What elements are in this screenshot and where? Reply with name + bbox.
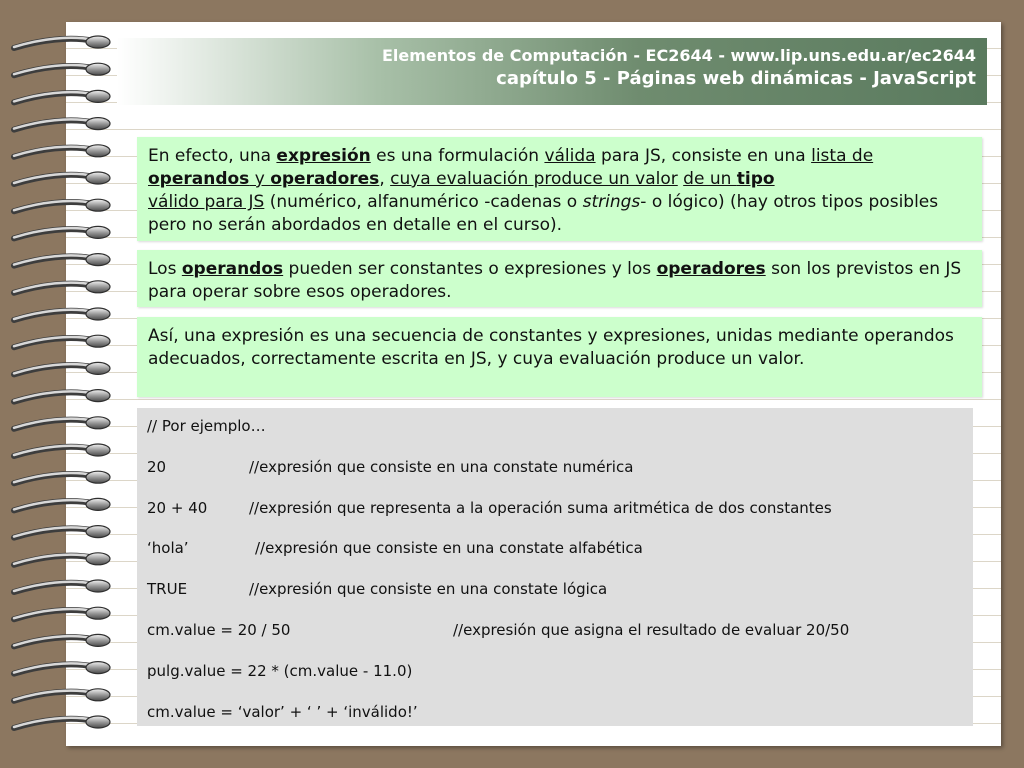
term-operadores: operadores [656, 259, 766, 279]
term-valida: válida [544, 146, 596, 166]
text: para JS, consiste en una [595, 146, 812, 166]
term-valido-para-js: válido para JS [148, 192, 265, 212]
spiral-ring-hole [86, 553, 110, 565]
expression-definition-box [137, 137, 982, 241]
term-operadores: operadores [270, 169, 380, 189]
code-text: 20 + 40 [147, 498, 208, 517]
spiral-ring-hole [86, 417, 110, 429]
code-line [147, 703, 963, 744]
text: es una formulación [370, 146, 545, 166]
spiral-ring-hole [86, 199, 110, 211]
term-de-un: de un [683, 169, 737, 189]
spiral-ring-hole [86, 607, 110, 619]
code-line [147, 499, 963, 540]
code-text: cm.value = 20 / 50 [147, 620, 291, 639]
spiral-ring-hole [86, 254, 110, 266]
spiral-ring-hole [86, 36, 110, 48]
code-text: pulg.value = 22 * (cm.value - 11.0) [147, 661, 413, 680]
code-line [147, 539, 963, 580]
spiral-ring-hole [86, 716, 110, 728]
operands-box [137, 250, 982, 307]
code-line [147, 458, 963, 499]
spiral-ring-hole [86, 281, 110, 293]
spiral-ring-hole [86, 308, 110, 320]
code-text: cm.value = ‘valor’ + ‘ ’ + ‘inválido!’ [147, 702, 418, 721]
course-title: Elementos de Computación - EC2644 - www.lip.uns.edu.ar/ec2644 [381, 46, 976, 65]
term-expresion: expresión [276, 146, 371, 166]
code-text: 20 [147, 457, 167, 476]
code-comment: //expresión que asigna el resultado de evaluar 20/50 [453, 620, 850, 639]
chapter-title: capítulo 5 - Páginas web dinámicas - JavaScript [496, 68, 976, 89]
spiral-ring-hole [86, 580, 110, 592]
text: - o lógico) (hay otros tipos posibles pero no serán abordados en detalle en el curso). [148, 192, 939, 235]
code-line [147, 580, 963, 621]
spiral-ring-hole [86, 444, 110, 456]
code-line [147, 417, 963, 458]
code-comment: //expresión que consiste en una constate numérica [249, 457, 634, 476]
code-text: TRUE [147, 580, 188, 599]
text: (numérico, alfanumérico -cadenas o [264, 192, 583, 212]
summary-text: Así, una expresión es una secuencia de constantes y expresiones, unidas mediante operandos adecuados, correctamente escrita en JS, y cuya evaluación produce un valor. [148, 326, 954, 369]
term-operandos: operandos [181, 259, 284, 279]
spiral-ring-hole [86, 90, 110, 102]
text: Los [148, 259, 182, 279]
text: pueden ser constantes o expresiones y los [283, 259, 657, 279]
spiral-ring-hole [86, 63, 110, 75]
spiral-ring-hole [86, 145, 110, 157]
slide-header [117, 38, 987, 105]
term-lista-de: lista de [811, 146, 874, 166]
spiral-ring-hole [86, 526, 110, 538]
code-comment: //expresión que consiste en una constate lógica [249, 580, 608, 599]
term-operandos: operandos [148, 169, 250, 189]
text: y [249, 169, 271, 189]
spiral-ring-hole [86, 226, 110, 238]
code-line [147, 621, 963, 662]
term-cuya-evaluacion: cuya evaluación produce un valor [390, 169, 678, 189]
spiral-ring-hole [86, 390, 110, 402]
spiral-ring-hole [86, 362, 110, 374]
code-comment: //expresión que representa a la operación suma aritmética de dos constantes [249, 498, 832, 517]
code-line [147, 662, 963, 703]
spiral-ring-hole [86, 172, 110, 184]
spiral-ring-hole [86, 498, 110, 510]
spiral-ring-hole [86, 662, 110, 674]
code-examples-box [137, 408, 973, 726]
code-text: // Por ejemplo… [147, 417, 266, 435]
spiral-ring-hole [86, 689, 110, 701]
term-strings: strings [582, 192, 641, 212]
text: En efecto, una [148, 146, 277, 166]
spiral-binding-icon [10, 28, 115, 746]
spiral-ring-hole [86, 634, 110, 646]
spiral-ring-hole [86, 118, 110, 130]
term-tipo: tipo [736, 169, 775, 189]
text: son los previstos en JS para operar sobre esos operadores. [148, 259, 962, 302]
code-comment: //expresión que consiste en una constate alfabética [255, 539, 643, 558]
spiral-ring-hole [86, 471, 110, 483]
code-text: ‘hola’ [147, 539, 189, 558]
text: , [379, 169, 385, 189]
spiral-ring-hole [86, 335, 110, 347]
summary-box [137, 317, 982, 397]
